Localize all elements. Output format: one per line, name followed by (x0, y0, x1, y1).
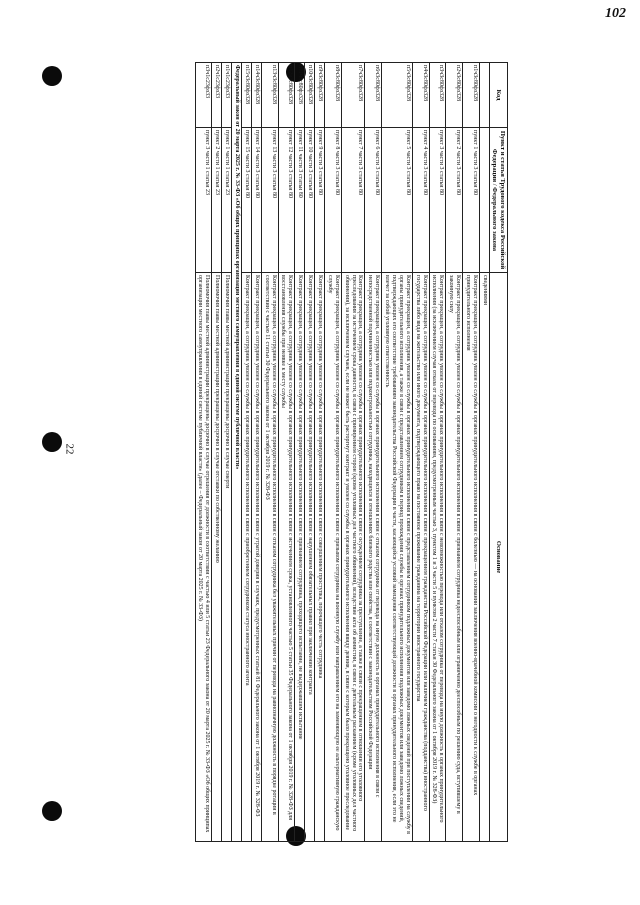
cell-reason: сведениями (479, 273, 489, 842)
table-row (365, 63, 382, 842)
cell-article: пункт 5 части 3 статьи 80 (382, 128, 413, 273)
cell-code: п13ч3с80фз328 (261, 63, 278, 128)
cell-code: п4ч3с80фз328 (412, 63, 429, 128)
cell-reason: Контракт прекращен, а сотрудник уволен со службы в органах принудительного исполнения в связи с совершением проступка, порочащего честь сотрудника (315, 273, 325, 842)
table-row (325, 63, 342, 842)
document-table (195, 62, 508, 842)
table-row (446, 63, 463, 842)
header-code: Код (489, 63, 507, 128)
cell-reason: Полномочия главы местной администрации прекращены досрочно в случае отрешения от должности в соответствии с частью 4 или 5 статьи 23 Федерального закона от 20 марта 2025 г. № 33-ФЗ «Об общих принципах организации местного самоуправления в единой системе публичной власти» (далее – Федеральный закон от 20 марта 2025 г. № 33-ФЗ) (195, 273, 212, 842)
table-row (412, 63, 429, 842)
table-row (261, 63, 278, 842)
cell-reason: Полномочия главы местной администрации прекращены досрочно в случае смерти (222, 273, 232, 842)
cell-code: п1ч3с80фз328 (463, 63, 480, 128)
cell-code: п6ч3с80фз328 (365, 63, 382, 128)
table-section-row (232, 63, 242, 842)
corner-page-mark: 102 (605, 6, 626, 21)
cell-code: п12ч3с80фз328 (278, 63, 295, 128)
table-body (195, 63, 489, 842)
cell-reason: Контракт прекращен, а сотрудник уволен со службы в органах принудительного исполнения в связи с отказом сотрудника без уважительных причин от перевода на равнозначную должность в порядке ротации в соответствии с частью 11 статьи 30 Федерального закона от 1 октября 2019 г. № 328-ФЗ (261, 273, 278, 842)
cell-code: п7ч3с80фз328 (341, 63, 365, 128)
cell-article: пункт 10 части 3 статьи 80 (305, 128, 315, 273)
table-row (222, 63, 232, 842)
cell-code: п3ч1с23фз33 (195, 63, 212, 128)
table-row (479, 63, 489, 842)
cell-article: пункт 12 части 3 статьи 80 (278, 128, 295, 273)
cell-code: п15ч3с80фз328 (242, 63, 252, 128)
table-row (295, 63, 305, 842)
table-row (242, 63, 252, 842)
cell-reason: Контракт прекращен, а сотрудник уволен со службы в органах принудительного исполнения в связи с истечением срока, установленного частью 5 статьи 35 Федерального закона от 1 октября 2019 г. № 328-ФЗ для восстановления службы при неявке к месту службы (278, 273, 295, 842)
cell-article: пункт 13 части 3 статьи 80 (261, 128, 278, 273)
table-row (251, 63, 261, 842)
cell-article: пункт 14 части 3 статьи 80 (251, 128, 261, 273)
cell-code: п2ч1с23фз33 (212, 63, 222, 128)
cell-article: пункт 3 части 3 статьи 80 (429, 128, 446, 273)
cell-code: п14ч3с80фз328 (251, 63, 261, 128)
cell-reason: Контракт прекращен, а сотрудник уволен со службы в органах принудительного исполнения в связи с болезнью — на основании заключения военно-врачебной комиссии о негодности к службе в органах принудительного исполнения (463, 273, 480, 842)
table-row (212, 63, 222, 842)
cell-article: пункт 11 части 3 статьи 80 (295, 128, 305, 273)
cell-article (479, 128, 489, 273)
cell-reason: Контракт прекращен, а сотрудник уволен со службы в органах принудительного исполнения в связи с призывом сотрудника на военную службу или направлением его на заменяющую ее альтернативную гражданскую службу (325, 273, 342, 842)
table-header-row (489, 63, 507, 842)
cell-code: п1ч1с23фз33 (222, 63, 232, 128)
cell-reason: Контракт прекращен, а сотрудник уволен со службы в органах принудительного исполнения в связи с прекращением гражданства Российской Федерации или наличием гражданства (подданства) иностранного государства либо вида на жительство или иного документа, подтверждающего право на постоянное проживание гражданина на территории иностранного государства (412, 273, 429, 842)
cell-code: п10ч3с80фз328 (305, 63, 315, 128)
cell-code: п2ч3с80фз328 (446, 63, 463, 128)
cell-reason: Контракт прекращен, а сотрудник уволен со службы в органах принудительного исполнения в связи с признанием сотрудника, проходящего испытание, не выдержавшим испытание (295, 273, 305, 842)
cell-article: пункт 4 части 3 статьи 80 (412, 128, 429, 273)
cell-code (479, 63, 489, 128)
page-number: 22 (63, 443, 76, 455)
punch-hole-top (42, 66, 62, 86)
section-title: Федеральный закон от 20 марта 2025 г. № 33-ФЗ «Об общих принципах организации местного самоуправления в единой системе публичной власти» (232, 63, 242, 842)
header-article: Пункт и статья Трудового кодекса Российской Федерации / Федерального закона (489, 128, 507, 273)
cell-article: пункт 1 части 1 статьи 23 (222, 128, 232, 273)
cell-code: п5ч3с80фз328 (382, 63, 413, 128)
cell-reason: Контракт прекращен, а сотрудник уволен со службы в органах принудительного исполнения в связи с представлением сотрудником подложных документов или заведомо ложных сведений при поступлении на службу в органы принудительного исполнения, а также в связи с представлением сотрудником в период прохождения службы в органах принудительного исполнения подложных документов или заведомо ложных сведений, подтверждающих его соответствие требованиям законодательства Российской Федерации в части, касающейся условий замещения соответствующей должности в органах принудительного исполнения, если это не влечет за собой уголовную ответственность (382, 273, 413, 842)
cell-code: п3ч3с80фз328 (429, 63, 446, 128)
cell-reason: Контракт прекращен, а сотрудник уволен со службы в органах принудительного исполнения в связи с утратой доверия в случаях, предусмотренных статьей 81 Федерального закона от 1 октября 2019 г. № 328-ФЗ (251, 273, 261, 842)
cell-article: пункт 2 части 1 статьи 23 (212, 128, 222, 273)
cell-code: п11ч3с80фз328 (295, 63, 305, 128)
table-row (382, 63, 413, 842)
rotated-table-sheet (78, 62, 508, 842)
cell-article: пункт 3 части 1 статьи 23 (195, 128, 212, 273)
table-row (195, 63, 212, 842)
cell-article: пункт 6 части 3 статьи 80 (365, 128, 382, 273)
cell-article: пункт 9 части 3 статьи 80 (315, 128, 325, 273)
cell-reason: Контракт прекращен, а сотрудник уволен со службы в органах принудительного исполнения в связи с осуждением сотрудника за преступление, а также в связи с прекращением в отношении его уголовного преследования за истечением срока давности, в связи с примирением сторон (кроме уголовных дел частного обвинения), вследствие акта об амнистии, в связи с деятельным раскаянием (кроме уголовных дел частного обвинения), за исключением случаев, если не может быть расторгнут контракт и уволен со службы в органах принудительного исполнения ввиду деяния, в связи с которым было прекращено уголовное преследование (341, 273, 365, 842)
cell-reason: Контракт прекращен, а сотрудник уволен со службы в органах принудительного исполнения в связи с нарушением обязательных правил при заключении контракта (305, 273, 315, 842)
header-reason: Основание (489, 273, 507, 842)
table-row (341, 63, 365, 842)
table-row (278, 63, 295, 842)
cell-reason: Контракт прекращен, а сотрудник уволен со службы в органах принудительного исполнения в связи с отказом сотрудника от перевода на иную должность в органах принудительного исполнения в связи с непосредственной подчиненностью или подконтрольностью сотрудника, находящихся в отношениях близкого родства или свойства, в соответствии с законодательством Российской Федерации (365, 273, 382, 842)
cell-code: п9ч3с80фз328 (315, 63, 325, 128)
cell-article: пункт 7 части 3 статьи 80 (341, 128, 365, 273)
table-row (305, 63, 315, 842)
punch-hole-middle (42, 432, 62, 452)
cell-reason: Полномочия главы местной администрации прекращены досрочно в случае отставки по собственному желанию (212, 273, 222, 842)
cell-reason: Контракт прекращен, а сотрудник уволен со службы в органах принудительного исполнения в связи с приобретением сотрудником статуса иностранного агента (242, 273, 252, 842)
table-row (463, 63, 480, 842)
cell-reason: Контракт прекращен, а сотрудник уволен со службы в органах принудительного исполнения в связи с признанием сотрудника недееспособным или ограниченно дееспособным по решению суда, вступившему в законную силу (446, 273, 463, 842)
cell-article: пункт 15 части 3 статьи 80 (242, 128, 252, 273)
punch-hole-bottom (42, 801, 62, 821)
cell-code: п8ч3с80фз328 (325, 63, 342, 128)
cell-reason: Контракт прекращен, а сотрудник уволен со службы в органах принудительного исполнения в связи с невозможностью перевода или отказом сотрудника от перевода на иную должность в органах принудительного исполнения (за исключением случая отказа от перевода по основаниям, предусмотренным частью 3, пунктом 1 и 3 части 5 и пунктом 2 части 7 статьи 30 Федерального закона от 1 октября 2019 г. № 328-ФЗ) (429, 273, 446, 842)
cell-article: пункт 2 части 3 статьи 80 (446, 128, 463, 273)
cell-article: пункт 8 части 3 статьи 80 (325, 128, 342, 273)
cell-article: пункт 1 части 3 статьи 80 (463, 128, 480, 273)
table-row (429, 63, 446, 842)
table-row (315, 63, 325, 842)
